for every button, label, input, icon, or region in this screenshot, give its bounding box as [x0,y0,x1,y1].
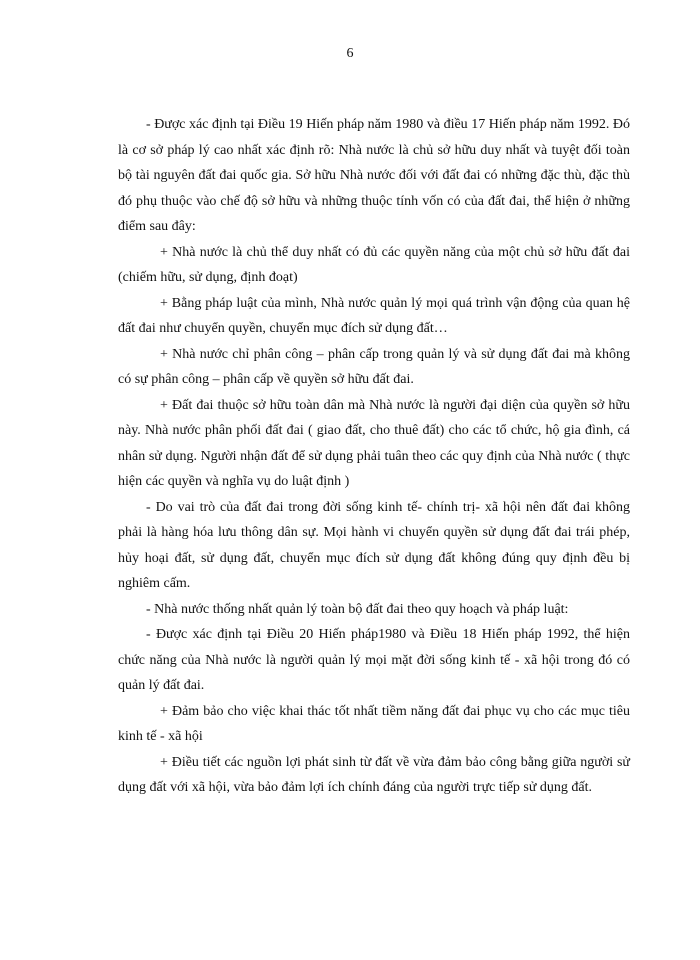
page-number: 6 [346,46,354,61]
paragraph-unified-management: - Nhà nước thống nhất quản lý toàn bộ đất đai theo quy hoạch và pháp luật: [146,601,569,617]
paragraph-benefit-regulation: + Điều tiết các nguồn lợi phát sinh từ đất về vừa đảm bảo công bằng giữa người sử dụng đất với xã hội, vừa bảo đảm lợi ích chính đáng của người trực tiếp sử dụng đất. [118,754,630,795]
document-body [118,112,630,801]
paragraph-not-commodity: - Do vai trò của đất đai trong đời sống kinh tế- chính trị- xã hội nên đất đai không phải là hàng hóa lưu thông dân sự. Mọi hành vi chuyển quyền sử dụng đất đai trái phép, hủy hoại đất, sử dụng đất, chuyển mục đích sử dụng đất không đúng quy định đều bị nghiêm cấm. [118,499,630,591]
paragraph-sole-owner: + Nhà nước là chủ thể duy nhất có đủ các quyền năng của một chủ sở hữu đất đai (chiếm hữu, sử dụng, định đoạt) [118,244,630,285]
paragraph-law-management: + Bằng pháp luật của mình, Nhà nước quản lý mọi quá trình vận động của quan hệ đất đai như chuyển quyền, chuyển mục đích sử dụng đất… [118,295,630,336]
paragraph-representative: + Đất đai thuộc sở hữu toàn dân mà Nhà nước là người đại diện của quyền sở hữu này. Nhà nước phân phối đất đai ( giao đất, cho thuê đất) cho các tổ chức, hộ gia đình, cá nhân sử dụng. Người nhận đất để sử dụng phải tuân theo các quy định của Nhà nước ( thực hiện các quyền và nghĩa vụ do luật định ) [118,397,630,489]
paragraph-constitution-basis: - Được xác định tại Điều 19 Hiến pháp năm 1980 và điều 17 Hiến pháp năm 1992. Đó là cơ sở pháp lý cao nhất xác định rõ: Nhà nước là chủ sở hữu duy nhất và tuyệt đối toàn bộ tài nguyên đất đai quốc gia. Sở hữu Nhà nước đối với đất đai có những đặc thù, đặc thù đó phụ thuộc vào chế độ sở hữu và những thuộc tính vốn có của đất đai, thể hiện ở những điểm sau đây: [118,117,630,234]
paragraph-best-use: + Đảm bảo cho việc khai thác tốt nhất tiềm năng đất đai phục vụ cho các mục tiêu kinh tế - xã hội [118,703,630,744]
paragraph-state-function: - Được xác định tại Điều 20 Hiến pháp1980 và Điều 18 Hiến pháp 1992, thể hiện chức năng của Nhà nước là người quản lý mọi mặt đời sống kinh tế - xã hội trong đó có quản lý đất đai. [118,627,630,693]
paragraph-assignment: + Nhà nước chỉ phân công – phân cấp trong quản lý và sử dụng đất đai mà không có sự phân công – phân cấp về quyền sở hữu đất đai. [118,346,630,387]
